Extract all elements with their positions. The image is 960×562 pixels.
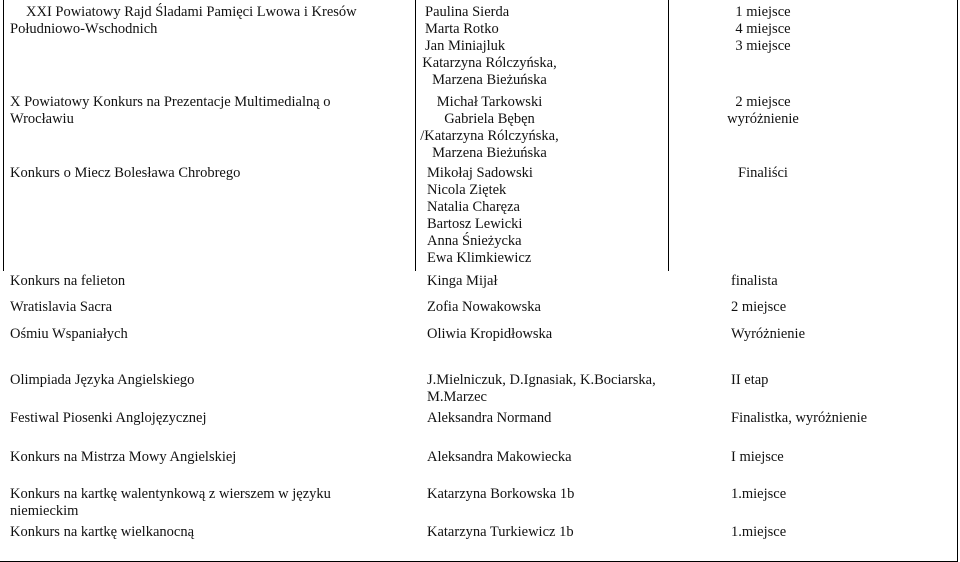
competition-cell xyxy=(10,94,331,128)
participants-cell xyxy=(418,94,561,162)
competition-line: niemieckim xyxy=(10,503,79,519)
competition-cell: Wratislavia Sacra xyxy=(10,299,113,315)
participant-name: J.Mielniczuk, D.Ignasiak, K.Bociarska, xyxy=(427,372,656,388)
participants-cell xyxy=(418,4,561,89)
competition-line: Południowo-Wschodnich xyxy=(10,21,158,37)
participant-name: Bartosz Lewicki xyxy=(427,216,523,232)
result-cell: I miejsce xyxy=(731,449,784,465)
participants-cell: Kinga Mijał xyxy=(427,273,498,289)
participant-name: Jan Miniajluk xyxy=(425,38,506,54)
participants-cell: Zofia Nowakowska xyxy=(427,299,541,315)
participants-cell xyxy=(427,372,656,406)
competition-cell: Festiwal Piosenki Anglojęzycznej xyxy=(10,410,207,426)
participant-name: Anna Śnieżycka xyxy=(427,233,522,249)
participant-name: Nicola Ziętek xyxy=(427,182,507,198)
result-cell xyxy=(668,94,858,128)
participant-name: Michał Tarkowski xyxy=(436,94,543,110)
participant-name: /Katarzyna Rólczyńska, xyxy=(420,128,559,144)
participants-cell: Aleksandra Normand xyxy=(427,410,552,426)
competition-cell: Konkurs na kartkę wielkanocną xyxy=(10,524,195,540)
table-border-mid-1 xyxy=(415,0,416,271)
result-cell xyxy=(668,4,858,55)
result-cell: Wyróżnienie xyxy=(731,326,806,342)
participant-name: Marzena Bieżuńska xyxy=(432,145,547,161)
participant-name: Marzena Bieżuńska xyxy=(432,72,547,88)
result-cell: finalista xyxy=(731,273,778,289)
result-line: 2 miejsce xyxy=(735,94,791,110)
result-cell xyxy=(668,165,858,182)
competition-line: Konkurs o Miecz Bolesława Chrobrego xyxy=(10,165,241,181)
result-cell: 1.miejsce xyxy=(731,524,787,540)
participant-name: Marta Rotko xyxy=(425,21,499,37)
page-border-right xyxy=(957,271,958,562)
competition-cell: Olimpiada Języka Angielskiego xyxy=(10,372,195,388)
competition-cell xyxy=(10,486,331,520)
participant-name: Katarzyna Rólczyńska, xyxy=(422,55,557,71)
competition-cell xyxy=(10,165,240,182)
result-cell: II etap xyxy=(731,372,769,388)
table-border-left xyxy=(3,0,4,271)
table-border-right xyxy=(957,0,958,271)
participants-cell: Aleksandra Makowiecka xyxy=(427,449,572,465)
result-line: 3 miejsce xyxy=(735,38,791,54)
participants-cell: Katarzyna Turkiewicz 1b xyxy=(427,524,574,540)
competition-cell xyxy=(10,4,357,38)
result-cell: Finalistka, wyróżnienie xyxy=(731,410,868,426)
participant-name: Paulina Sierda xyxy=(425,4,510,20)
competition-cell: Konkurs na felieton xyxy=(10,273,126,289)
result-line: 1 miejsce xyxy=(735,4,791,20)
participant-name: Natalia Charęza xyxy=(427,199,520,215)
competition-cell: Konkurs na Mistrza Mowy Angielskiej xyxy=(10,449,237,465)
result-cell: 2 miejsce xyxy=(731,299,787,315)
competition-line: Konkurs na kartkę walentynkową z wierszem w języku xyxy=(10,486,331,502)
participant-name: Mikołaj Sadowski xyxy=(427,165,533,181)
competition-line: Wrocławiu xyxy=(10,111,74,127)
participants-cell xyxy=(427,165,533,267)
result-line: Finaliści xyxy=(738,165,788,181)
participant-name: Gabriela Bębęn xyxy=(444,111,535,127)
competition-line: XXI Powiatowy Rajd Śladami Pamięci Lwowa i Kresów xyxy=(26,4,357,20)
participant-name: Ewa Klimkiewicz xyxy=(427,250,532,266)
participants-cell: Katarzyna Borkowska 1b xyxy=(427,486,575,502)
result-line: 4 miejsce xyxy=(735,21,791,37)
competition-line: X Powiatowy Konkurs na Prezentacje Multimedialną o xyxy=(10,94,331,110)
competition-cell: Ośmiu Wspaniałych xyxy=(10,326,128,342)
result-cell: 1.miejsce xyxy=(731,486,787,502)
result-line: wyróżnienie xyxy=(727,111,799,127)
participant-name: M.Marzec xyxy=(427,389,487,405)
participants-cell: Oliwia Kropidłowska xyxy=(427,326,553,342)
